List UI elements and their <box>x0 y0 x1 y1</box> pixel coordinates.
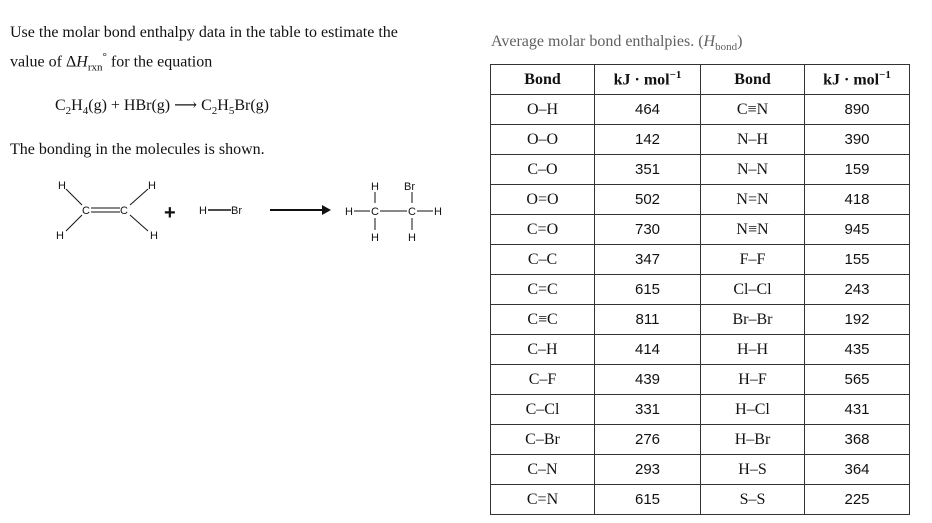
eq-arrow: ⟶ <box>174 97 198 114</box>
bond-cell: N–H <box>701 125 805 155</box>
question-line-2-prefix: value of Δ <box>10 53 77 71</box>
enthalpy-cell: 243 <box>805 275 910 305</box>
eq-r2: HBr(g) <box>123 97 171 114</box>
bond-cell: S–S <box>701 485 805 515</box>
product-h-right: H <box>434 206 442 218</box>
enthalpy-cell: 364 <box>805 455 910 485</box>
bond-cell: H–F <box>701 365 805 395</box>
enthalpy-cell: 418 <box>805 185 910 215</box>
bond-cell: H–Br <box>701 425 805 455</box>
enthalpy-cell: 945 <box>805 215 910 245</box>
ethene-h-bottomleft: H <box>56 230 64 242</box>
bond-cell: F–F <box>701 245 805 275</box>
enthalpy-cell: 811 <box>595 305 701 335</box>
question-line-1: Use the molar bond enthalpy data in the table to estimate the <box>10 24 398 41</box>
enthalpy-cell: 347 <box>595 245 701 275</box>
molecule-structures <box>50 175 460 250</box>
bond-cell: C–F <box>491 365 595 395</box>
eq-r1-h: H <box>71 97 83 114</box>
enthalpy-cell: 390 <box>805 125 910 155</box>
question-line-3: The bonding in the molecules is shown. <box>10 141 265 158</box>
ethene-h-bottomright: H <box>150 230 158 242</box>
bond-cell: C–H <box>491 335 595 365</box>
bond-cell: Cl–Cl <box>701 275 805 305</box>
header-unit-2-text: kJ · mol <box>823 71 880 89</box>
question-line-2 <box>10 51 212 74</box>
bond-cell: C–Br <box>491 425 595 455</box>
enthalpy-cell: 439 <box>595 365 701 395</box>
header-unit-1-text: kJ · mol <box>613 71 670 89</box>
eq-r1-sub2: 4 <box>82 105 89 118</box>
table-row <box>491 305 910 335</box>
enthalpy-cell: 615 <box>595 275 701 305</box>
enthalpy-cell: 730 <box>595 215 701 245</box>
ethene-c-right: C <box>120 205 128 217</box>
product-br-top: Br <box>404 181 415 193</box>
enthalpy-cell: 565 <box>805 365 910 395</box>
enthalpy-cell: 331 <box>595 395 701 425</box>
header-bond-2: Bond <box>701 65 805 95</box>
header-unit-1-sup: −1 <box>669 69 682 82</box>
bond-cell: Br–Br <box>701 305 805 335</box>
bond-cell: O–H <box>491 95 595 125</box>
bond-cell: O=O <box>491 185 595 215</box>
enthalpy-cell: 351 <box>595 155 701 185</box>
bond-cell: N=N <box>701 185 805 215</box>
bond-cell: H–H <box>701 335 805 365</box>
table-row <box>491 425 910 455</box>
enthalpy-symbol: H <box>76 53 88 71</box>
table-header-row <box>491 65 910 95</box>
reaction-equation <box>55 95 269 117</box>
table-title-symbol: H <box>703 33 716 50</box>
enthalpy-subscript: rxn <box>87 61 103 74</box>
bond-cell: C–Cl <box>491 395 595 425</box>
header-unit-1 <box>595 65 701 95</box>
bond-cell: C=O <box>491 215 595 245</box>
reaction-plus: + <box>164 202 176 224</box>
hbr-br: Br <box>231 205 242 217</box>
table-row <box>491 155 910 185</box>
eq-p1-h: H <box>217 97 229 114</box>
table-row <box>491 185 910 215</box>
ethene-h-topleft: H <box>58 180 66 192</box>
eq-p1-sub2: 5 <box>228 105 235 118</box>
ethene-h-topright: H <box>148 180 156 192</box>
eq-r1-phase: (g) <box>88 97 107 114</box>
product-h-bottomleft: H <box>371 232 379 244</box>
bond-cell: C=N <box>491 485 595 515</box>
header-unit-2 <box>805 65 910 95</box>
table-row <box>491 215 910 245</box>
enthalpy-cell: 890 <box>805 95 910 125</box>
enthalpy-cell: 431 <box>805 395 910 425</box>
enthalpy-cell: 276 <box>595 425 701 455</box>
table-row <box>491 365 910 395</box>
header-bond-1: Bond <box>491 65 595 95</box>
table-row <box>491 95 910 125</box>
enthalpy-cell: 502 <box>595 185 701 215</box>
bond-cell: C–O <box>491 155 595 185</box>
bromoethane-structure <box>345 181 442 244</box>
enthalpy-superscript: ° <box>102 51 107 63</box>
eq-r1-sub1: 2 <box>65 105 72 118</box>
enthalpy-cell: 155 <box>805 245 910 275</box>
table-row <box>491 125 910 155</box>
product-h-bottomright: H <box>408 232 416 244</box>
product-h-left: H <box>345 206 353 218</box>
bond-cell: O–O <box>491 125 595 155</box>
header-unit-2-sup: −1 <box>879 69 891 82</box>
bond-cell: N≡N <box>701 215 805 245</box>
table-row <box>491 275 910 305</box>
bond-cell: C–N <box>491 455 595 485</box>
table-title-subscript: bond <box>715 41 738 54</box>
table-row <box>491 485 910 515</box>
bond-cell: C=C <box>491 275 595 305</box>
eq-r1-c: C <box>55 97 66 114</box>
enthalpy-cell: 464 <box>595 95 701 125</box>
ethene-structure <box>56 180 158 242</box>
table-row <box>491 455 910 485</box>
table-row <box>491 395 910 425</box>
table-title-prefix: Average molar bond enthalpies. ( <box>491 33 704 50</box>
eq-p1-tail: Br(g) <box>234 97 269 114</box>
table-row <box>491 335 910 365</box>
enthalpy-cell: 435 <box>805 335 910 365</box>
bond-enthalpy-table <box>490 64 910 515</box>
reaction-arrow <box>270 205 331 215</box>
product-c-right: C <box>408 206 416 218</box>
bond-cell: C≡C <box>491 305 595 335</box>
ethene-c-left: C <box>82 205 90 217</box>
product-c-left: C <box>371 206 379 218</box>
table-title <box>491 33 742 53</box>
bond-cell: C≡N <box>701 95 805 125</box>
enthalpy-cell: 142 <box>595 125 701 155</box>
bond-cell: H–Cl <box>701 395 805 425</box>
enthalpy-cell: 293 <box>595 455 701 485</box>
eq-p1-c: C <box>201 97 212 114</box>
table-body <box>491 95 910 515</box>
bond-cell: H–S <box>701 455 805 485</box>
hbr-structure <box>199 205 242 217</box>
bond-cell: N–N <box>701 155 805 185</box>
table-row <box>491 245 910 275</box>
enthalpy-cell: 159 <box>805 155 910 185</box>
hbr-h: H <box>199 205 207 217</box>
eq-p1-sub1: 2 <box>211 105 218 118</box>
eq-plus: + <box>106 97 124 114</box>
enthalpy-cell: 192 <box>805 305 910 335</box>
bond-cell: C–C <box>491 245 595 275</box>
product-h-top: H <box>371 181 379 193</box>
question-line-2-suffix: for the equation <box>106 53 213 71</box>
enthalpy-cell: 414 <box>595 335 701 365</box>
table-title-suffix: ) <box>737 33 743 50</box>
enthalpy-cell: 368 <box>805 425 910 455</box>
enthalpy-cell: 225 <box>805 485 910 515</box>
enthalpy-cell: 615 <box>595 485 701 515</box>
